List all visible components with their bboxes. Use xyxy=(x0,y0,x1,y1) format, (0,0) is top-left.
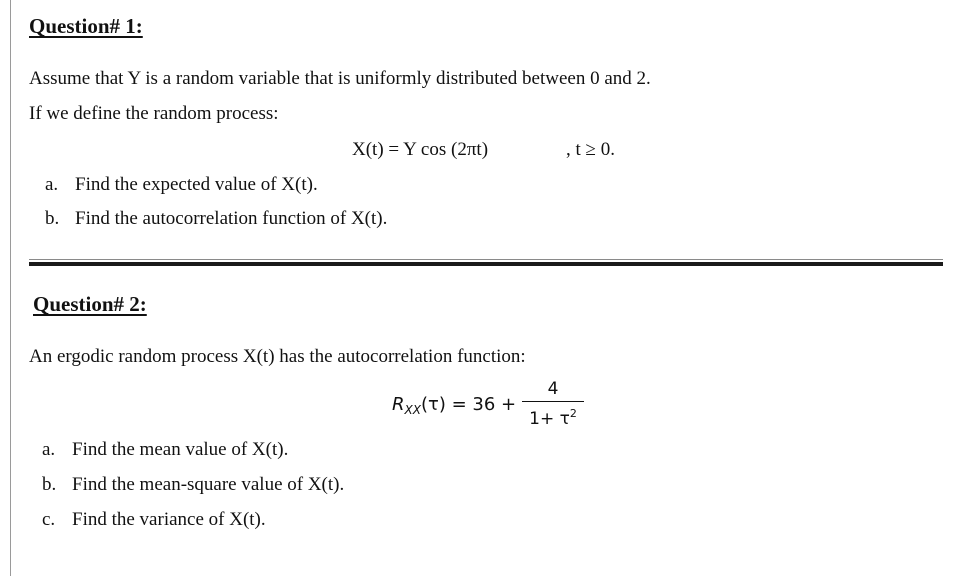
item-text: Find the expected value of X(t). xyxy=(75,174,318,195)
r-subscript: XX xyxy=(404,403,421,417)
autocorrelation-fraction xyxy=(522,378,584,429)
question-1-heading: Question# 1: xyxy=(29,14,143,38)
question-2-item-b xyxy=(42,474,344,496)
item-marker: b. xyxy=(42,474,57,495)
section-divider-thick xyxy=(29,262,943,266)
item-marker: a. xyxy=(45,174,59,195)
question-1-equation: X(t) = Y cos (2πt) xyxy=(352,139,489,160)
r-symbol: R xyxy=(392,394,405,415)
item-text: Find the autocorrelation function of X(t). xyxy=(75,208,388,229)
question-2-item-c xyxy=(42,509,266,531)
autocorrelation-lhs xyxy=(392,394,516,417)
item-text: Find the mean-square value of X(t). xyxy=(72,474,345,495)
fraction-denominator xyxy=(522,404,584,429)
item-marker: b. xyxy=(45,208,60,229)
question-1-item-a xyxy=(45,174,318,196)
section-divider-thin xyxy=(29,259,943,260)
fraction-bar xyxy=(522,401,584,402)
r-argument: (τ) = 36 + xyxy=(420,394,517,415)
question-2-intro: An ergodic random process X(t) has the autocorrelation function: xyxy=(29,346,526,367)
denominator-exponent: 2 xyxy=(569,407,577,420)
item-marker: c. xyxy=(42,509,56,530)
question-1-process-intro: If we define the random process: xyxy=(29,103,279,124)
fraction-numerator: 4 xyxy=(547,379,559,399)
question-2-heading: Question# 2: xyxy=(33,292,147,316)
item-marker: a. xyxy=(42,439,56,460)
question-1-condition: , t ≥ 0. xyxy=(566,139,615,160)
question-1-intro: Assume that Y is a random variable that is uniformly distributed between 0 and 2. xyxy=(29,68,651,89)
item-text: Find the mean value of X(t). xyxy=(72,439,289,460)
denominator-base: 1+ τ xyxy=(529,409,570,429)
question-1-item-b xyxy=(45,208,387,230)
question-2-item-a xyxy=(42,439,288,461)
item-text: Find the variance of X(t). xyxy=(72,509,266,530)
